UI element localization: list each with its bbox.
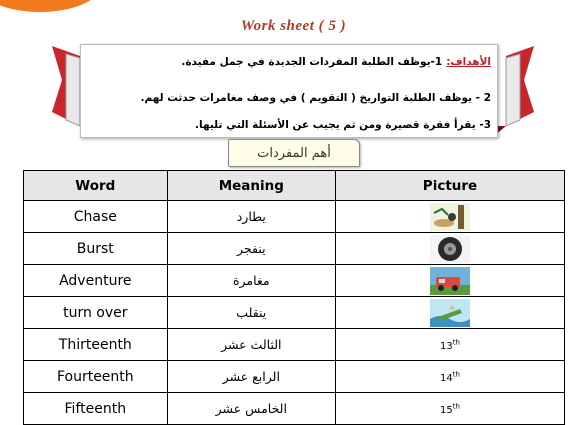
goals-label: الأهداف: (446, 56, 491, 68)
table-header-row (24, 171, 565, 201)
meaning-cell: الرابع عشر (167, 361, 335, 393)
ordinal-label: 13th (440, 338, 460, 352)
adventure-image (430, 267, 470, 295)
meaning-cell: الثالث عشر (167, 329, 335, 361)
meaning-cell: يطارد (167, 201, 335, 233)
ordinal-label: 14th (440, 370, 460, 384)
word-cell: Burst (24, 233, 168, 265)
picture-cell (336, 233, 565, 265)
decorative-corner-shape (0, 0, 100, 12)
table-row (24, 393, 565, 425)
ordinal-label: 15th (440, 402, 460, 416)
picture-cell (336, 297, 565, 329)
word-cell: Fifteenth (24, 393, 168, 425)
meaning-cell: مغامرة (167, 265, 335, 297)
word-cell: Thirteenth (24, 329, 168, 361)
table-row (24, 233, 565, 265)
goal-1: الأهداف:1-يوظف الطلبة المفردات الجديدة في جمل مفيدة. (181, 56, 491, 68)
meaning-cell: ينفجر (167, 233, 335, 265)
header-word: Word (24, 171, 168, 201)
picture-cell (336, 265, 565, 297)
picture-cell (336, 393, 565, 425)
header-picture: Picture (336, 171, 565, 201)
goal-2: 2 - يوظف الطلبة التواريخ ( التقويم ) في وصف مغامرات حدثت لهم. (140, 92, 491, 104)
table-row (24, 265, 565, 297)
chase-image (430, 203, 470, 231)
worksheet-title: Work sheet ( 5 ) (240, 18, 347, 34)
vocabulary-table (23, 170, 565, 425)
meaning-cell: الخامس عشر (167, 393, 335, 425)
table-row (24, 297, 565, 329)
word-cell: turn over (24, 297, 168, 329)
word-cell: Fourteenth (24, 361, 168, 393)
word-cell: Adventure (24, 265, 168, 297)
burst-tyre-image (430, 235, 470, 263)
turn-over-image (430, 299, 470, 327)
table-row (24, 361, 565, 393)
picture-cell (336, 361, 565, 393)
vocabulary-tag: أهم المفردات (228, 139, 360, 167)
word-cell: Chase (24, 201, 168, 233)
picture-cell (336, 201, 565, 233)
table-row (24, 201, 565, 233)
goal-3: 3- يقرأ فقرة قصيرة ومن ثم يجيب عن الأسئلة التي تليها. (195, 119, 491, 131)
header-meaning: Meaning (167, 171, 335, 201)
picture-cell (336, 329, 565, 361)
meaning-cell: ينقلب (167, 297, 335, 329)
table-row (24, 329, 565, 361)
